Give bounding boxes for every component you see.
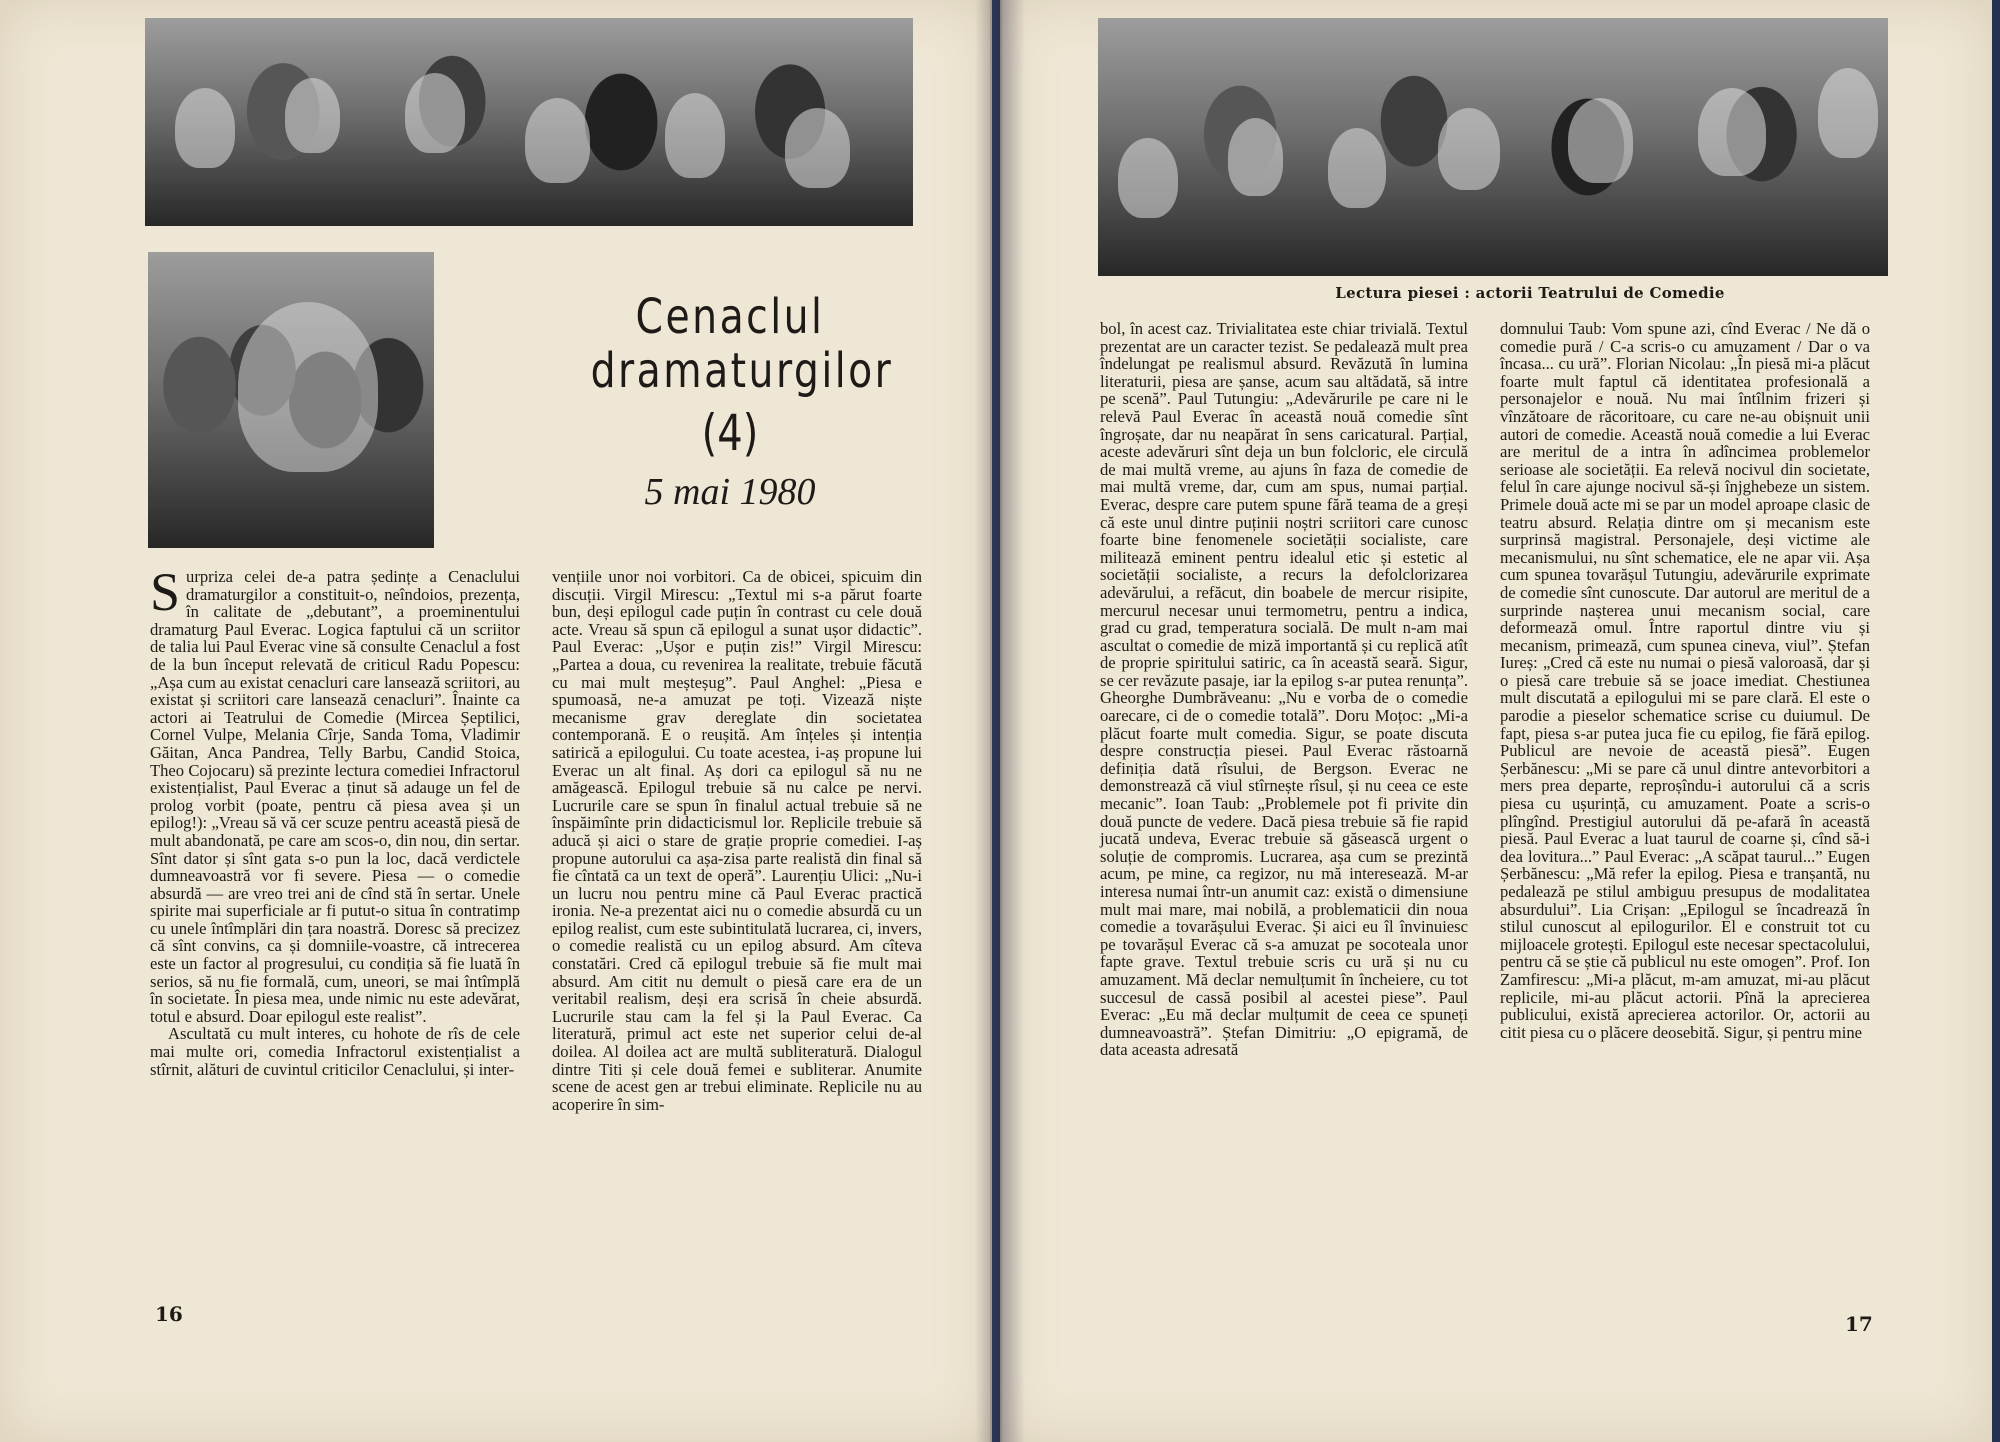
dropcap-letter: S	[150, 562, 181, 622]
photo-caption: Lectura piesei : actorii Teatrului de Comedie	[1335, 284, 1725, 302]
article-title: Cenaclul dramaturgilor	[590, 289, 894, 399]
text-column-4	[1500, 320, 1870, 1041]
issue-number: (4)	[701, 404, 759, 462]
column-1-text-2: Ascultată cu mult interes, cu hohote de rîs de cele mai multe ori, comedia Infractorul existențialist a stîrnit, alături de cuvintul criticilor Cenaclului, și inter-	[150, 1024, 520, 1079]
text-column-3	[1100, 320, 1468, 1059]
page-number-left: 16	[155, 1302, 183, 1326]
portrait-photo	[148, 252, 434, 548]
text-column-2	[552, 568, 922, 1113]
column-3-text: bol, în acest caz. Trivialitatea este chiar trivială. Textul prezentat are un caracter tezist. Se pedalează mult prea îndelungat pe realismul absurd. Revăzută în lumina literaturii, piesa are șanse, acum sau altădată, să intre pe scenă”. Paul Tutungiu: „Adevărurile pe care ni le relevă Paul Everac în această nouă comedie sînt îngroșate, dar nu neapărat în sens caricatural. Parțial, aceste adevăruri sînt deja un bun folcloric, ele circulă de mai multă vreme, au ajuns în faza de comedie de mai multă vreme, dar, cum am spus, numai parțial. Everac, despre care putem spune fără teama de a greși că este unul dintre puținii noștri scriitori care cunosc foarte bine fenomenele societății socialiste, care militează eminent pentru idealul etic și estetic al societății socialiste, a recurs la defolclorizarea adevărului, a refăcut, din boabele de mercur risipite, mercurul necesar unui termometru, pentru a indica, grad cu grad, temperatura socială. De mult n-am mai ascultat o comedie de miză importantă și cu replică atît de proprie spiritului satiric, ca în această seară. Sigur, se cer revăzute pasaje, iar la epilog s-ar putea renunța”. Gheorghe Dumbrăveanu: „Nu e vorba de o comedie oarecare, ci de o comedie totală”. Doru Moțoc: „Mi-a plăcut foarte mult comedia. Sigur, se poate discuta despre construcția piesei. Paul Everac răstoarnă definiția dată rîsului, de Bergson. Everac ne demonstrează că viul stîrnește rîsul, și nu ceea ce este mecanic”. Ioan Taub: „Problemele pot fi privite din două puncte de vedere. Dacă piesa trebuie să fie rapid jucată undeva, Everac trebuie să găsească urgent o soluție de compromis. Lucrarea, așa cum se prezintă acum, pe mine, ca regizor, nu mă interesează. M-ar interesa numai într-un anumit caz: există o dimensiune mult mai mare, mai nobilă, a problematicii din noua comedie a tovarășului Everac. Și aici eu îl învinuiesc pe tovarășul Everac că s-a amuzat pe socoteala unor fapte grave. Textul trebuie scris cu ură și nu cu amuzament. Mă declar nemulțumit în încheiere, cu tot succesul de cassă posibil al acestei piese”. Paul Everac: „Eu mă declar mulțumit de ceea ce spuneți dumneavoastră”. Ștefan Dimitriu: „O epigramă, de data aceasta adresată	[1100, 319, 1468, 1060]
column-2-text: vențiile unor noi vorbitori. Ca de obicei, spicuim din discuții. Virgil Mirescu: „Textul mi s-a părut foarte bun, deși epilogul cade puțin în contrast cu cele două acte. Vreau să spun că epilogul a sunat ușor didactic”. Paul Everac: „Ușor e puțin zis!” Virgil Mirescu: „Partea a doua, cu revenirea la realitate, trebuie făcută cu mai mult meșteșug”. Paul Anghel: „Piesa e spumoasă, ne-a amuzat pe toți. Vizează niște mecanisme grav dereglate din societatea contemporană. E o reușită. Am înțeles și intenția satirică a epilogului. Cu toate acestea, i-aș propune lui Everac un alt final. Aș dori ca epilogul să nu ne amăgească. Epilogul trebuie să nu calce pe nervi. Lucrurile care se spun în finalul actual trebuie să ne înspăimînte prin didacticismul lor. Replicile trebuie să aducă și aici o stare de grație proprie comediei. I-aș propune autorului ca așa-zisa parte realistă din final să fie cîntată ca un text de operă”. Laurențiu Ulici: „Nu-i un lucru nou pentru mine că Paul Everac practică ironia. Ne-a prezentat aici nu o comedie absurdă cu un epilog realist, cum este subintitulată lucrarea, ci, invers, o comedie realistă cu un epilog absurd. Am cîteva constatări. Cred că epilogul trebuie să fie mult mai absurd. Am citit nu demult o piesă care era de un veritabil realism, deși era scrisă în cheie absurdă. Lucrurile stau cam la fel și la Paul Everac. Ca literatură, primul act este net superior celui de-al doilea. Al doilea act are multă subliteratură. Dialogul dintre Titi și cele două femei e subliterar. Anumite scene de acest gen ar trebui eliminate. Replicile nu au acoperire în sim-	[552, 567, 923, 1114]
column-1-text: urpriza celei de-a patra ședințe a Cenaclului dramaturgilor a constituit-o, neîndoios, prezența, în calitate de „debutant”, a proeminentului dramaturg Paul Everac. Logica faptului că un scriitor de talia lui Paul Everac vine să consulte Cenaclul a fost de la bun început relevată de criticul Radu Popescu: „Așa cum au existat cenacluri care lansează scriitori, au existat și scriitori care lansează cenacluri”. Înainte ca actori ai Teatrului de Comedie (Mircea Șeptilici, Cornel Vulpe, Melania Cîrje, Sanda Toma, Vladimir Găitan, Anca Pandrea, Telly Barbu, Candid Stoica, Theo Cojocaru) să prezinte lectura comediei Infractorul existențialist, Paul Everac a ținut să adauge un fel de prolog vorbit (poate, pentru că piesa avea și un epilog!): „Vreau să vă cer scuze pentru această piesă de mult abandonată, pe care am scos-o, din nou, din sertar. Sînt dator și sînt gata s-o pun la loc, dacă verdictele dumneavoastră vor fi severe. Piesa — o comedie absurdă — are vreo trei ani de cînd stă în sertar. Unele spirite mai superficiale ar fi putut-o situa în contratimp cu unele întîmplări din țara noastră. Doresc să precizez că sînt convins, ca și domniile-voastre, că intrecerea este un factor al progresului, cu condiția să fie luată în serios, să nu fie formală, cum, uneori, se mai întîmplă în societate. În piesa mea, unde nimic nu este adevărat, totul e absurd. Doar epilogul este realist”.	[150, 567, 520, 1026]
left-page	[0, 0, 992, 1442]
text-column-1	[150, 562, 520, 1079]
audience-photo	[145, 18, 913, 226]
actors-reading-photo	[1098, 18, 1888, 276]
column-4-text: domnului Taub: Vom spune azi, cînd Everac / Ne dă o comedie pură / C-a scris-o cu amuzament / Dar o va încasa... cu ură”. Florian Nicolau: „În piesă mi-a plăcut foarte mult faptul că identitatea profesională a personajelor e nouă. Nu mai întîlnim frizeri și vînzătoare de răcoritoare, cu care ne-au obișnuit unii autori de comedie. Această nouă comedie a lui Everac are meritul de a intra în adîncimea problemelor serioase ale societății. Ea relevă nocivul din societate, felul în care ajunge nocivul să-și înjghebeze un sistem. Primele două acte mi se par un model aproape clasic de teatru absurd. Relația dintre om și mecanism este surprinsă magistral. Personajele, deși victime ale mecanismului, nu sînt schematice, ele ne apar vii. Așa cum spunea tovarășul Tutungiu, adevărurile exprimate de comedie sînt cunoscute. Dar autorul are meritul de a surprinde nașterea unui mecanism social, care deformează omul. Între raportul dintre viu și mecanism, primează, cum spunea cineva, viul”. Ștefan Iureș: „Cred că este nu numai o piesă valoroasă, dar și o piesă care trebuie să se joace imediat. Chestiunea mult discutată a epilogului mi se pare clară. El este o parodie a pieselor schematice scrise cu duiumul. De fapt, piesa s-ar putea juca fie cu epilog, fie fără epilog. Publicul are nevoie de această piesă”. Eugen Șerbănescu: „Mi se pare că unul dintre antevorbitori a mers prea departe, reproșîndu-i autorului că a scris piesa cu ușurință, cu amuzament. Poate a scris-o plîngînd. Prestigiul autorului dă pe-afară în această piesă. Paul Everac a luat taurul de coarne și, cînd să-i dea lovitura...” Paul Everac: „A scăpat taurul...” Eugen Șerbănescu: „Mă refer la epilog. Piesa e tranșantă, nu pedalează pe stilul ambiguu presupus de modalitatea absurdului”. Lia Crișan: „Epilogul se încadrează în stilul cunoscut al epilogurilor. El e construit tot cu mijloacele grotești. Epilogul este necesar spectacolului, pentru că se știe că publicul nu este omogen”. Prof. Ion Zamfirescu: „Mi-a plăcut, m-am amuzat, mi-au plăcut replicile, mi-au plăcut actorii. Pînă la aprecierea publicului, există aprecierea actorilor. Or, actorii au citit piesa cu o plăcere deosebită. Sigur, și pentru mine	[1500, 319, 1870, 1042]
page-number-right: 17	[1845, 1312, 1873, 1336]
article-date: 5 mai 1980	[644, 471, 816, 513]
article-title-block	[560, 290, 900, 514]
